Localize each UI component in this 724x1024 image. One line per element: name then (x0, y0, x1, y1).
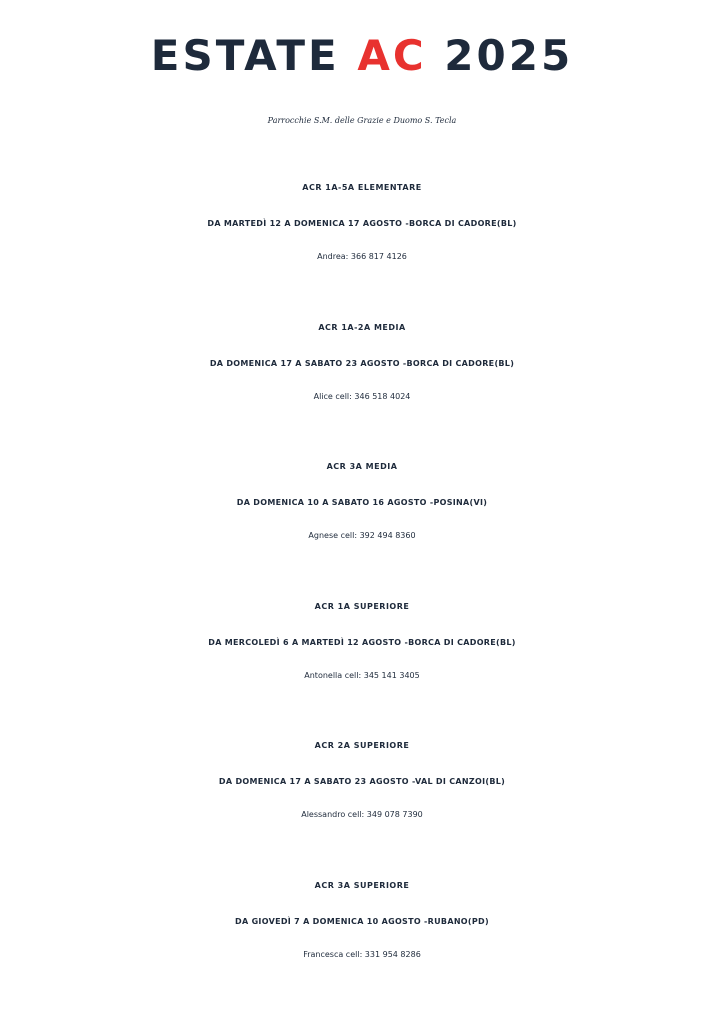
section-title: ACR 1A SUPERIORE (314, 602, 410, 611)
section-title: ACR 1A-2A MEDIA (318, 323, 406, 332)
section-dates: DA DOMENICA 10 A SABATO 16 AGOSTO -POSINA(VI) (236, 498, 488, 507)
section-acr-3a-superiore (0, 866, 724, 996)
section-title: ACR 1A-5A ELEMENTARE (302, 183, 422, 192)
section-title: ACR 3A SUPERIORE (314, 881, 410, 890)
section-acr-elementare (0, 168, 724, 298)
main-title-year: 2025 (444, 31, 574, 80)
section-contact: Antonella cell: 345 141 3405 (304, 671, 420, 680)
section-contact: Alice cell: 346 518 4024 (313, 392, 411, 401)
section-acr-3a-media (0, 447, 724, 577)
section-dates: DA GIOVEDÌ 7 A DOMENICA 10 AGOSTO -RUBANO(PD) (235, 917, 489, 926)
section-title: ACR 2A SUPERIORE (314, 741, 410, 750)
section-dates: DA MARTEDÌ 12 A DOMENICA 17 AGOSTO -BORCA DI CADORE(BL) (207, 219, 517, 228)
section-acr-2a-superiore (0, 726, 724, 856)
section-acr-1a-2a-media (0, 308, 724, 438)
parishes-subtitle: Parrocchie S.M. delle Grazie e Duomo S. Tecla (267, 116, 457, 125)
main-title-ac: AC (357, 31, 427, 80)
main-title-estate: ESTATE (150, 31, 340, 80)
section-dates: DA DOMENICA 17 A SABATO 23 AGOSTO -BORCA DI CADORE(BL) (209, 359, 515, 368)
section-contact: Francesca cell: 331 954 8286 (303, 950, 421, 959)
section-acr-1a-superiore (0, 587, 724, 717)
section-title: ACR 3A MEDIA (326, 462, 398, 471)
section-contact: Alessandro cell: 349 078 7390 (301, 810, 423, 819)
section-contact: Andrea: 366 817 4126 (317, 252, 407, 261)
main-title (0, 12, 724, 100)
section-contact: Agnese cell: 392 494 8360 (308, 531, 416, 540)
section-dates: DA DOMENICA 17 A SABATO 23 AGOSTO -VAL DI CANZOI(BL) (218, 777, 506, 786)
section-dates: DA MERCOLEDÌ 6 A MARTEDÌ 12 AGOSTO -BORCA DI CADORE(BL) (208, 638, 516, 647)
